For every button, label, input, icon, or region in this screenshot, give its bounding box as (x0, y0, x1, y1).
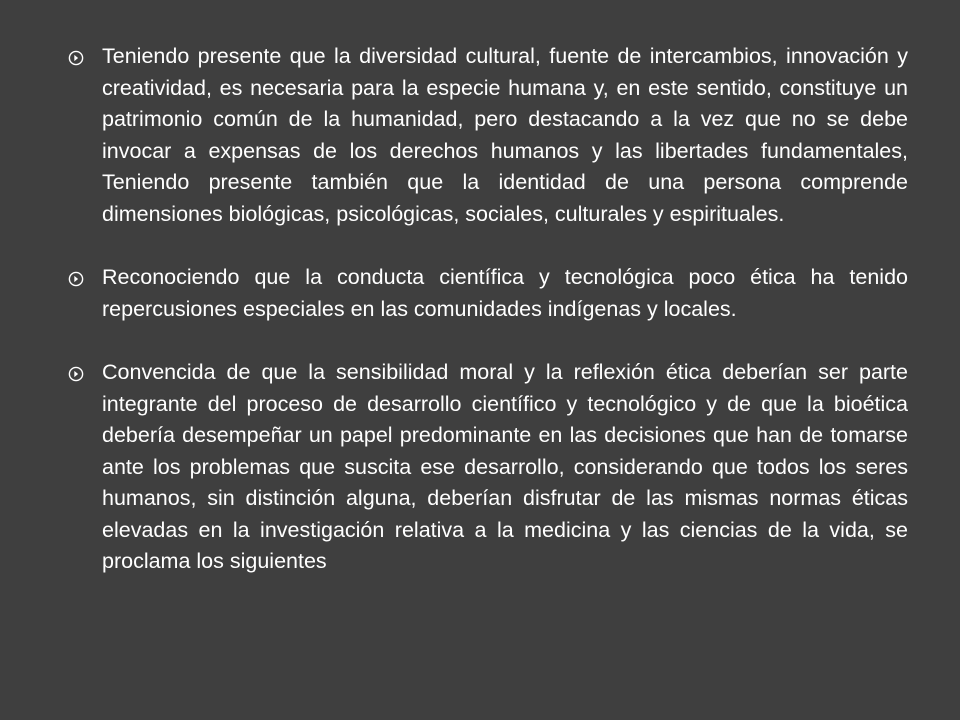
bullet-item (70, 262, 908, 325)
bullet-list (70, 41, 908, 610)
bullet-text: Convencida de que la sensibilidad moral y la reflexión ética deberían ser parte integrante del proceso de desarrollo científico y tecnológico y de que la bioética debería desempeñar un papel predominante en las decisiones que han de tomarse ante los problemas que suscita ese desarrollo, considerando que todos los seres humanos, sin distinción alguna, deberían disfrutar de las mismas normas éticas elevadas en la investigación relativa a la medicina y las ciencias de la vida, se proclama los siguientes (102, 360, 908, 573)
circle-arrow-right-icon (68, 271, 84, 287)
bullet-item (70, 357, 908, 578)
bullet-text: Reconociendo que la conducta científica y tecnológica poco ética ha tenido repercusiones especiales en las comunidades indígenas y locales. (102, 265, 908, 321)
bullet-item (70, 41, 908, 230)
bullet-text: Teniendo presente que la diversidad cultural, fuente de intercambios, innovación y creatividad, es necesaria para la especie humana y, en este sentido, constituye un patrimonio común de la humanidad, pero destacando a la vez que no se debe invocar a expensas de los derechos humanos y las libertades fundamentales, Teniendo presente también que la identidad de una persona comprende dimensiones biológicas, psicológicas, sociales, culturales y espirituales. (102, 44, 908, 226)
circle-arrow-right-icon (68, 50, 84, 66)
circle-arrow-right-icon (68, 366, 84, 382)
